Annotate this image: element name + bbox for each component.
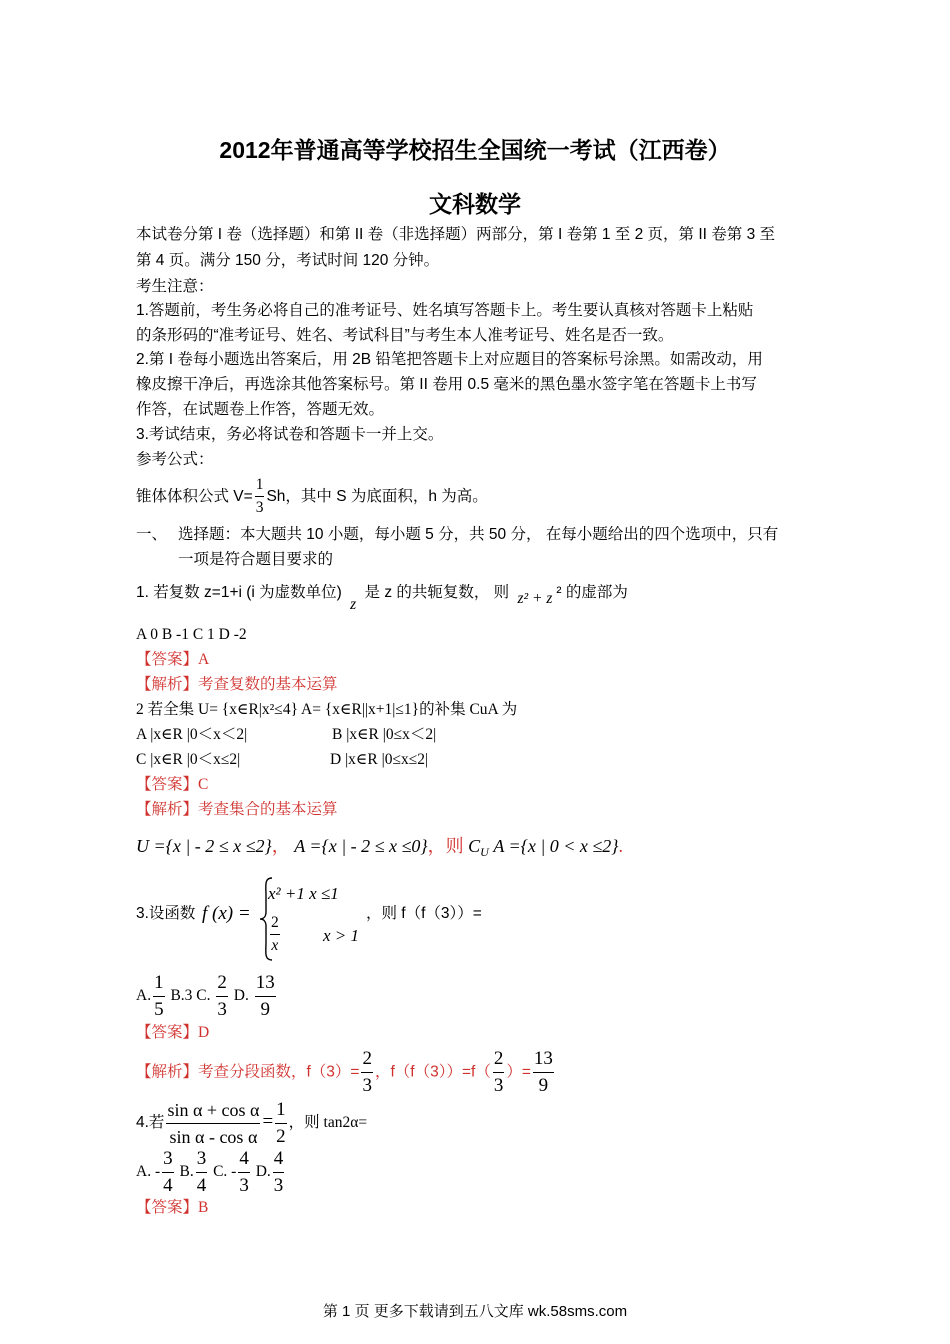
q3-prefix: 3.设函数 [136, 905, 196, 922]
section-line-1: 选择题：本大题共 10 小题，每小题 5 分，共 50 分， 在每小题给出的四个选项中，只有 [178, 526, 779, 543]
q4-rhs-frac: $\frac{1}{2}$ [276, 1098, 286, 1147]
q4-option-c: C. - [213, 1163, 237, 1181]
q1-text-b: 是 z 的共轭复数， 则 [364, 584, 510, 601]
q3-option-c-frac: $\frac{2}{3}$ [217, 972, 227, 1020]
q3-option-a-frac: $\frac{1}{5}$ [154, 972, 164, 1020]
q3-analysis-c: ）= [506, 1063, 531, 1081]
q1-text-a: 1. 若复数 z=1+i (i 为虚数单位) [136, 584, 342, 601]
q3-case2-cond: x > 1 [323, 926, 360, 945]
notice-1a: 1.答题前，考生务必将自己的准考证号、姓名填写答题卡上。考生要认真核对答题卡上粘贴 [136, 302, 754, 319]
notice-2a: 2.第 I 卷每小题选出答案后，用 2B 铅笔把答题卡上对应题目的答案标号涂黑。如需改动，用 [136, 351, 763, 368]
q2-option-b: B |x∈R |0≤x＜2| [332, 726, 437, 743]
q2-sol-r: A ={x | 0 < x ≤2} [493, 836, 619, 856]
volume-formula [136, 474, 488, 520]
notice-2b: 橡皮擦干净后，再选涂其他答案标号。第 II 卷用 0.5 毫米的黑色墨水签字笔在答题卡上书写 [136, 376, 757, 393]
q4-option-d-frac: $\frac{4}{3}$ [273, 1148, 284, 1196]
q4-option-a: A. - [136, 1163, 161, 1181]
intro-line-1: 本试卷分第 I 卷（选择题）和第 II 卷（非选择题）两部分，第 I 卷第 1 至 2 页，第 II 卷第 3 至 [136, 226, 775, 243]
q2-answer: 【答案】C [136, 776, 209, 793]
section-line-2: 一项是符合题目要求的 [178, 551, 334, 568]
formula-fraction: $\frac{1}{3}$ [255, 476, 264, 517]
q3-option-b: B.3 C. [170, 987, 211, 1005]
page-title: 2012年普通高等学校招生全国统一考试（江西卷） [219, 137, 731, 163]
q3-suffix: ，则 f（f（3））= [366, 905, 482, 922]
question-1 [136, 578, 628, 620]
q2-sol-c: C [468, 836, 481, 856]
q3-analysis-frac-1: $\frac{2}{3}$ [362, 1048, 372, 1096]
formula-prefix: 锥体体积公式 V= [136, 488, 253, 505]
q2-sol-cu: U [480, 845, 489, 859]
q1-zbar: z [350, 596, 357, 613]
q4-prefix: 4.若 [136, 1114, 165, 1131]
q4-suffix: ，则 tan2α= [288, 1114, 368, 1131]
q4-lhs-frac: $\frac{\text{sin α + cos α}}{\text{sin α - cos α}}$ [166, 1097, 260, 1150]
q3-option-d-frac: $\frac{13}{9}$ [255, 972, 275, 1020]
formula-heading: 参考公式： [136, 451, 214, 468]
q2-sol-u: U ={x | - 2 ≤ x ≤2} [136, 836, 272, 856]
q3-analysis-frac-2: $\frac{2}{3}$ [493, 1048, 504, 1096]
q3-options [136, 970, 278, 1023]
q2-option-d: D |x∈R |0≤x≤2| [330, 751, 429, 768]
q2-sol-a: A ={x | - 2 ≤ x ≤0} [294, 836, 428, 856]
q3-fx: f (x) = [202, 903, 251, 924]
notice-1b: 的条形码的“准考证号、姓名、考试科目”与考生本人准考证号、姓名是否一致。 [136, 327, 674, 344]
q4-option-b: B. [179, 1163, 194, 1181]
q3-case2-frac: $\frac{2}{x}$ [271, 914, 279, 954]
q3-answer: 【答案】D [136, 1024, 210, 1041]
q3-case1: x² +1 x ≤1 [268, 884, 339, 903]
notice-3: 3.考试结束，务必将试卷和答题卡一并上交。 [136, 426, 444, 443]
q1-options: A 0 B -1 C 1 D -2 [136, 626, 247, 643]
q2-analysis: 【解析】考查集合的基本运算 [136, 801, 338, 818]
q4-eq: = [262, 1111, 274, 1132]
notice-2c: 作答，在试题卷上作答，答题无效。 [136, 401, 385, 418]
formula-suffix: Sh，其中 S 为底面积，h 为高。 [266, 488, 488, 505]
q1-expr: z² + z [517, 590, 553, 607]
q2-solution: U ={x | - 2 ≤ x ≤2}， A ={x | - 2 ≤ x ≤0}，则 $C_U$ A ={x | 0 < x ≤2}. [136, 836, 623, 859]
q2-option-a: A |x∈R |0＜x＜2| [136, 726, 248, 743]
q2-option-c: C |x∈R |0＜x≤2| [136, 751, 241, 768]
q4-option-b-frac: $\frac{3}{4}$ [196, 1148, 207, 1196]
q3-analysis-b: ，f（f（3））=f（ [374, 1063, 491, 1081]
page-footer: 第 1 页 更多下载请到五八文库 wk.58sms.com [322, 1303, 628, 1320]
section-marker: 一、 [136, 526, 168, 543]
q3-analysis-a: 【解析】考查分段函数，f（3）= [136, 1063, 360, 1081]
q4-option-a-frac: $\frac{3}{4}$ [163, 1148, 173, 1196]
intro-line-2: 第 4 页。满分 150 分，考试时间 120 分钟。 [136, 252, 440, 269]
q4-option-d: D. [255, 1163, 271, 1181]
q1-answer: 【答案】A [136, 651, 210, 668]
q4-options [136, 1146, 286, 1199]
page-subtitle: 文科数学 [429, 191, 521, 217]
q4-option-c-frac: $\frac{4}{3}$ [239, 1148, 249, 1196]
q3-analysis-frac-3: $\frac{13}{9}$ [533, 1048, 553, 1096]
q3-option-a: A. [136, 987, 152, 1005]
q1-analysis: 【解析】考查复数的基本运算 [136, 676, 338, 693]
notice-heading: 考生注意： [136, 278, 214, 295]
q3-option-d: D. [233, 987, 249, 1005]
q2-sol-ze: 则 [445, 836, 464, 856]
q2-stem: 2 若全集 U= {x∈R|x²≤4} A= {x∈R||x+1|≤1}的补集 CuA 为 [136, 701, 518, 718]
question-4 [136, 1096, 367, 1150]
q4-answer: 【答案】B [136, 1199, 209, 1216]
q3-analysis [136, 1046, 556, 1099]
q1-text-c: ² 的虚部为 [556, 584, 628, 601]
